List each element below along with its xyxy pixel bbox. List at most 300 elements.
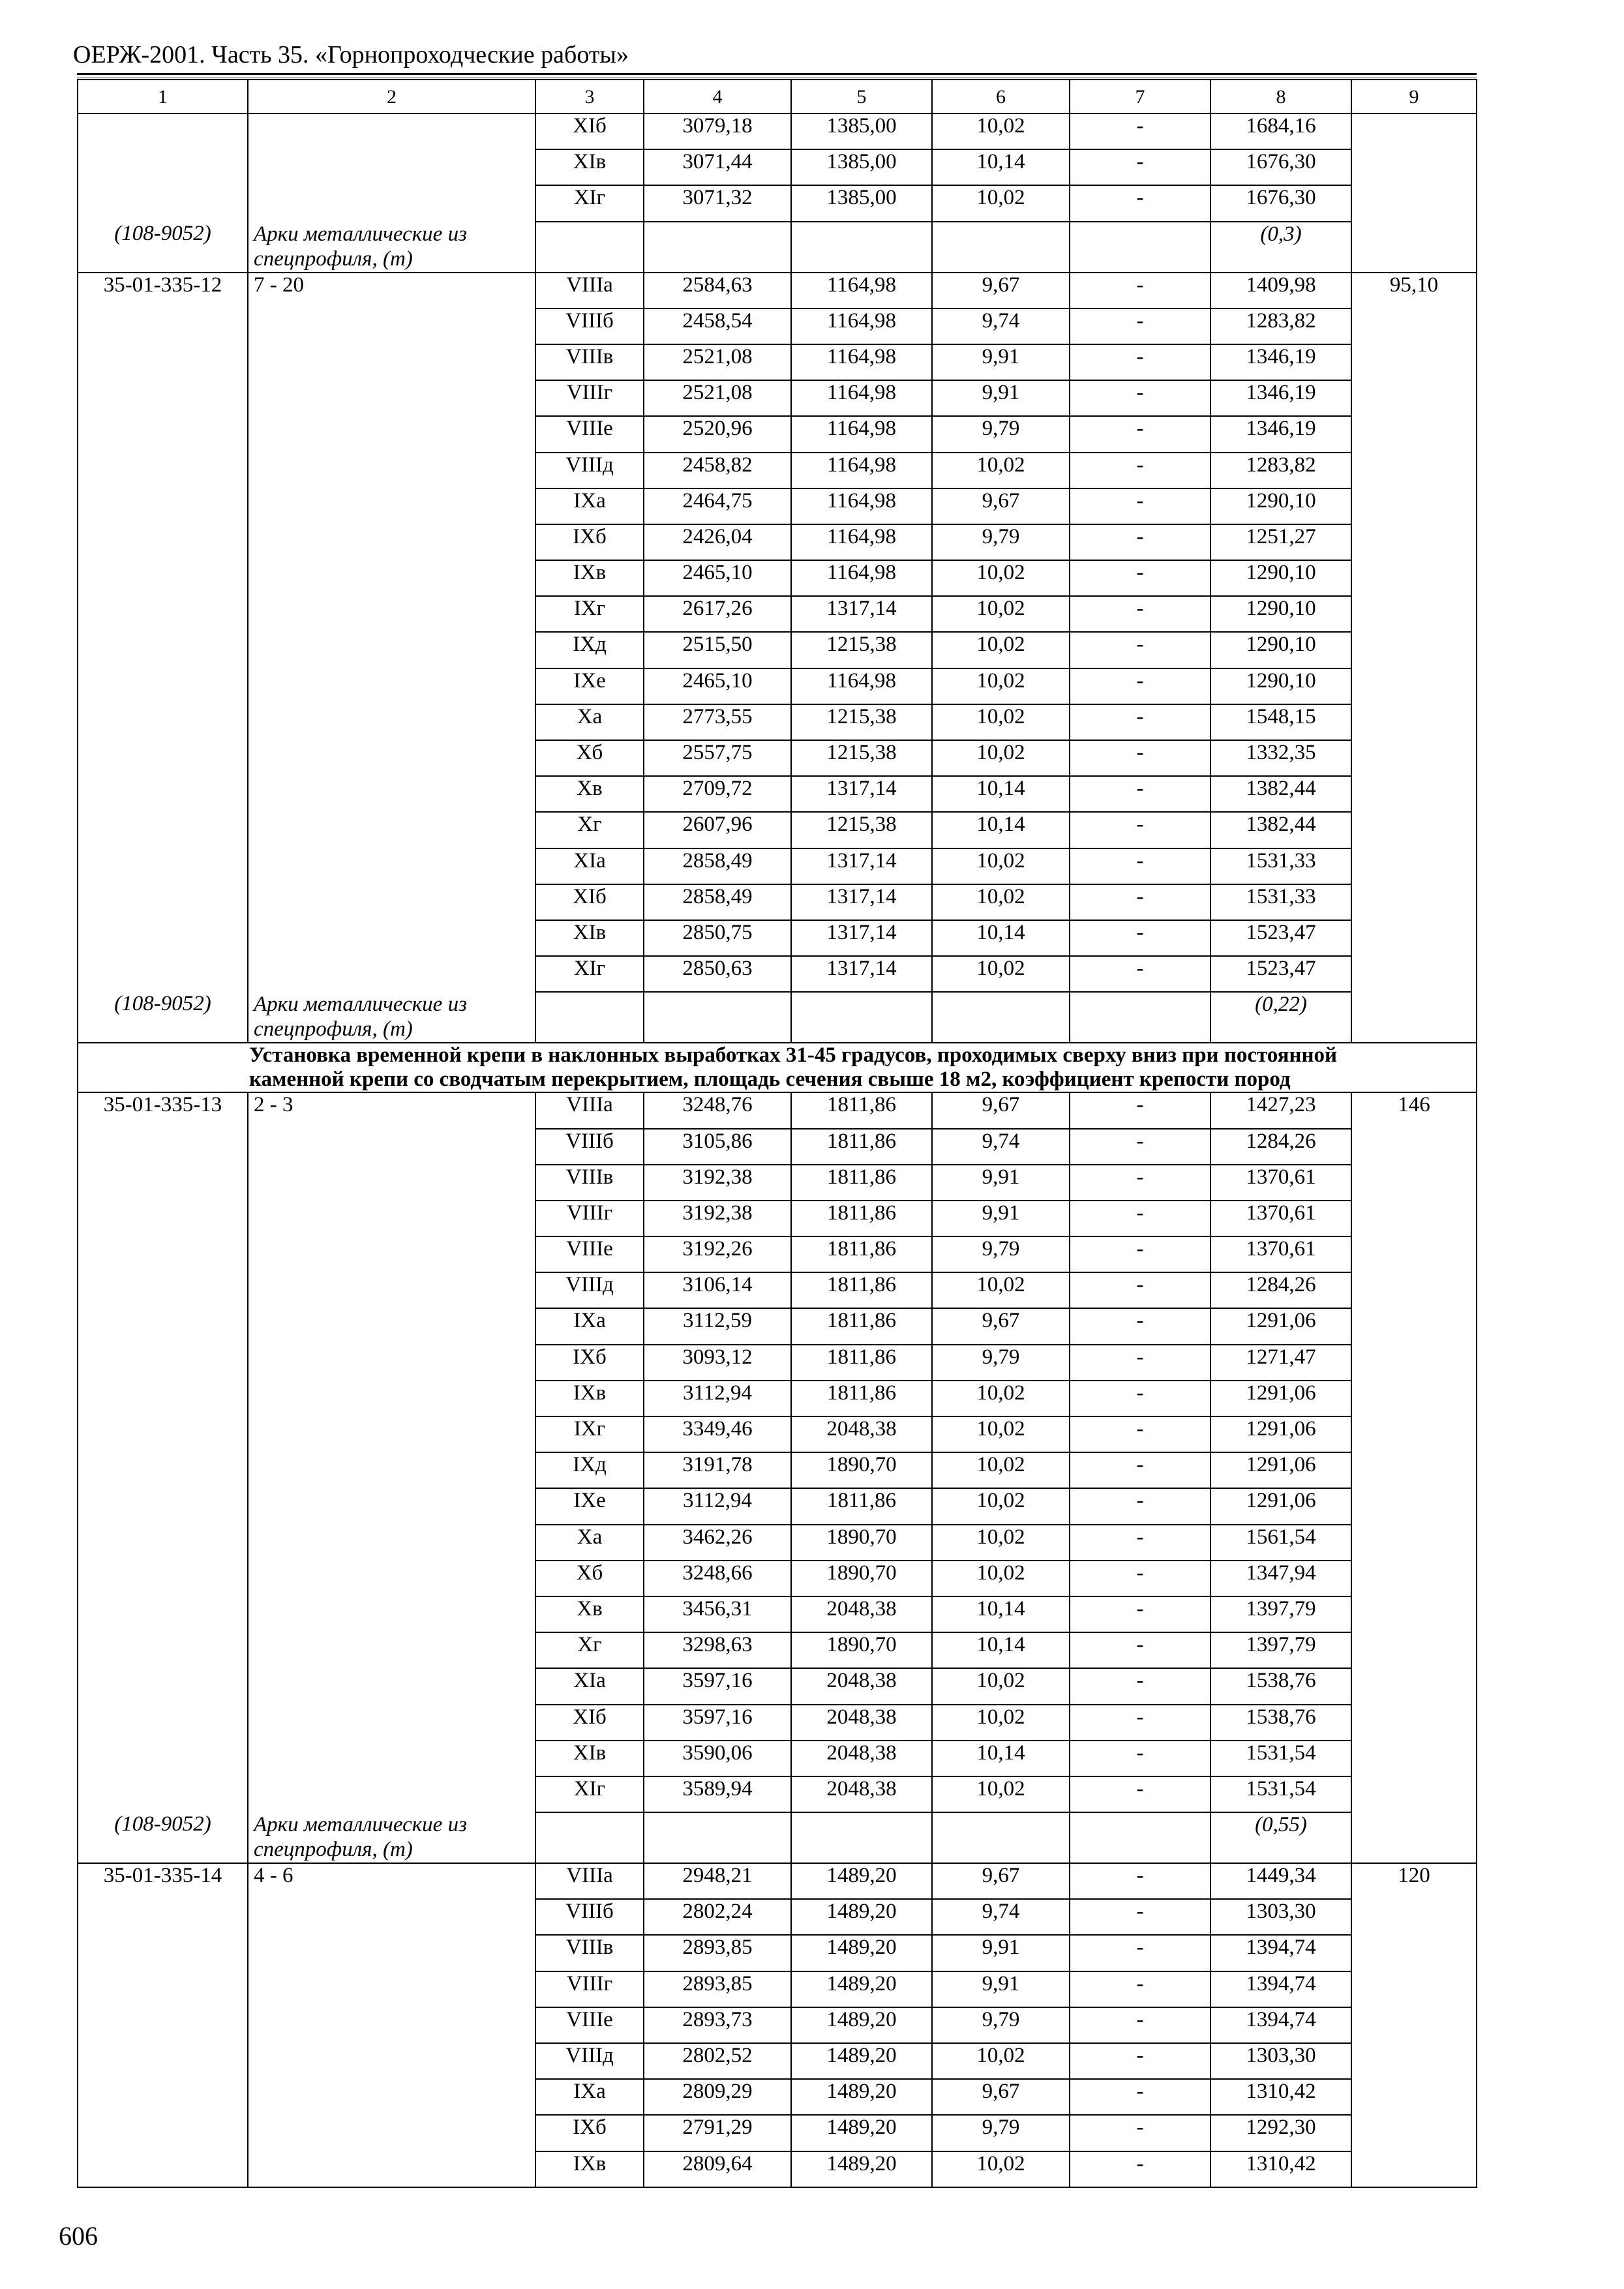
empty-cell <box>78 1596 248 1632</box>
machine-cost: 10,14 <box>932 812 1070 848</box>
machinist-wage: - <box>1070 1345 1210 1381</box>
section-category: IXа <box>535 488 644 524</box>
section-category: XIа <box>535 1668 644 1704</box>
machinist-wage: - <box>1070 273 1210 308</box>
empty-cell <box>78 308 248 344</box>
machine-cost: 9,91 <box>932 1165 1070 1201</box>
machinist-wage: - <box>1070 1776 1210 1812</box>
empty-cell <box>78 632 248 668</box>
machine-cost: 9,91 <box>932 1971 1070 2007</box>
machinist-wage: - <box>1070 848 1210 884</box>
labor-wage: 1811,86 <box>791 1381 932 1416</box>
material-quantity: (0,22) <box>1210 992 1351 1043</box>
empty-cell <box>78 668 248 704</box>
section-category: Xа <box>535 1525 644 1561</box>
machinist-wage: - <box>1070 2115 1210 2151</box>
empty-cell <box>78 1935 248 1971</box>
section-heading: Установка временной крепи в наклонных выработках 31-45 градусов, проходимых сверху вниз при постоянной каменной крепи со сводчатым перекрытием, площадь сечения свыше 18 м2, коэффициент крепости пород <box>78 1043 1477 1092</box>
table-row <box>78 1236 1477 1272</box>
direct-cost: 2465,10 <box>644 668 791 704</box>
empty-cell <box>78 1488 248 1524</box>
empty-cell <box>78 1705 248 1741</box>
direct-cost: 3248,76 <box>644 1092 791 1128</box>
machinist-wage: - <box>1070 1308 1210 1344</box>
empty-cell <box>78 1272 248 1308</box>
machine-cost: 10,02 <box>932 1525 1070 1561</box>
machine-cost: 10,14 <box>932 149 1070 185</box>
empty-cell <box>1351 453 1477 488</box>
machine-cost: 10,02 <box>932 848 1070 884</box>
section-category: XIг <box>535 1776 644 1812</box>
direct-cost: 2617,26 <box>644 596 791 632</box>
machine-cost: 9,74 <box>932 1129 1070 1165</box>
machinist-wage: - <box>1070 113 1210 149</box>
table-row <box>78 1899 1477 1935</box>
empty-cell <box>1351 560 1477 596</box>
machine-cost: 9,79 <box>932 416 1070 452</box>
machine-cost: 10,02 <box>932 113 1070 149</box>
empty-cell <box>535 222 644 273</box>
empty-cell <box>1351 1308 1477 1344</box>
machine-cost: 9,79 <box>932 524 1070 560</box>
empty-cell <box>248 380 535 416</box>
machine-cost: 10,02 <box>932 185 1070 221</box>
empty-cell <box>248 1971 535 2007</box>
empty-cell <box>248 812 535 848</box>
labor-wage: 1489,20 <box>791 1899 932 1935</box>
labor-wage: 1890,70 <box>791 1632 932 1668</box>
machinist-wage: - <box>1070 416 1210 452</box>
machine-cost: 10,02 <box>932 740 1070 776</box>
machine-cost: 10,02 <box>932 1452 1070 1488</box>
material-cost: 1291,06 <box>1210 1381 1351 1416</box>
empty-cell <box>248 560 535 596</box>
labor-wage: 1890,70 <box>791 1525 932 1561</box>
direct-cost: 2458,54 <box>644 308 791 344</box>
section-category: Xг <box>535 812 644 848</box>
page-number: 606 <box>59 2221 98 2251</box>
empty-cell <box>1351 2151 1477 2187</box>
section-category: XIг <box>535 956 644 992</box>
section-category: IXб <box>535 2115 644 2151</box>
material-cost: 1290,10 <box>1210 560 1351 596</box>
empty-cell <box>248 2079 535 2115</box>
empty-cell <box>78 1452 248 1488</box>
table-row <box>78 1561 1477 1596</box>
labor-wage: 1317,14 <box>791 884 932 920</box>
empty-cell <box>248 524 535 560</box>
material-cost: 1382,44 <box>1210 776 1351 812</box>
table-row <box>78 1596 1477 1632</box>
table-row <box>78 776 1477 812</box>
labor-wage: 1317,14 <box>791 776 932 812</box>
labor-wage: 1215,38 <box>791 632 932 668</box>
machinist-wage: - <box>1070 920 1210 956</box>
table-row <box>78 956 1477 992</box>
rock-strength-range <box>248 113 535 149</box>
material-cost: 1290,10 <box>1210 668 1351 704</box>
empty-cell <box>78 1308 248 1344</box>
empty-cell <box>1351 884 1477 920</box>
material-cost: 1303,30 <box>1210 2043 1351 2079</box>
empty-cell <box>1351 596 1477 632</box>
material-row <box>78 222 1477 273</box>
empty-cell <box>78 488 248 524</box>
labor-hours <box>1351 113 1477 149</box>
empty-cell <box>78 776 248 812</box>
table-row <box>78 848 1477 884</box>
section-category: XIв <box>535 1741 644 1776</box>
machinist-wage: - <box>1070 1165 1210 1201</box>
empty-cell <box>78 453 248 488</box>
direct-cost: 3112,94 <box>644 1488 791 1524</box>
empty-cell <box>78 1971 248 2007</box>
material-cost: 1283,82 <box>1210 453 1351 488</box>
rate-code: 35-01-335-13 <box>78 1092 248 1128</box>
empty-cell <box>1351 1776 1477 1812</box>
labor-wage: 1811,86 <box>791 1272 932 1308</box>
table-row <box>78 113 1477 149</box>
section-category: IXб <box>535 1345 644 1381</box>
empty-cell <box>78 1129 248 1165</box>
empty-cell <box>1351 1416 1477 1452</box>
table-row <box>78 884 1477 920</box>
empty-cell <box>1351 1561 1477 1596</box>
material-cost: 1394,74 <box>1210 1971 1351 2007</box>
empty-cell <box>78 2151 248 2187</box>
material-cost: 1394,74 <box>1210 2007 1351 2043</box>
empty-cell <box>1351 704 1477 740</box>
direct-cost: 2858,49 <box>644 848 791 884</box>
empty-cell <box>1351 344 1477 380</box>
section-category: IXв <box>535 2151 644 2187</box>
material-cost: 1290,10 <box>1210 488 1351 524</box>
machinist-wage: - <box>1070 149 1210 185</box>
material-cost: 1538,76 <box>1210 1668 1351 1704</box>
direct-cost: 3590,06 <box>644 1741 791 1776</box>
empty-cell <box>1351 776 1477 812</box>
section-category: IXб <box>535 524 644 560</box>
material-cost: 1531,33 <box>1210 848 1351 884</box>
direct-cost: 3589,94 <box>644 1776 791 1812</box>
section-category: VIIIа <box>535 1863 644 1899</box>
direct-cost: 3105,86 <box>644 1129 791 1165</box>
table-row <box>78 920 1477 956</box>
labor-wage: 1489,20 <box>791 2079 932 2115</box>
material-cost: 1676,30 <box>1210 185 1351 221</box>
column-number-cell: 1 <box>78 80 248 113</box>
rates-table <box>77 79 1477 2188</box>
machine-cost: 9,91 <box>932 344 1070 380</box>
section-category: Xг <box>535 1632 644 1668</box>
machine-cost: 9,67 <box>932 1863 1070 1899</box>
machine-cost: 10,02 <box>932 560 1070 596</box>
machine-cost: 10,02 <box>932 1561 1070 1596</box>
machinist-wage: - <box>1070 704 1210 740</box>
material-cost: 1284,26 <box>1210 1129 1351 1165</box>
empty-cell <box>1351 812 1477 848</box>
rate-code: 35-01-335-14 <box>78 1863 248 1899</box>
machine-cost: 9,67 <box>932 273 1070 308</box>
machine-cost: 9,67 <box>932 1308 1070 1344</box>
direct-cost: 2521,08 <box>644 380 791 416</box>
machine-cost: 10,14 <box>932 1741 1070 1776</box>
table-row <box>78 185 1477 221</box>
table-row <box>78 344 1477 380</box>
machinist-wage: - <box>1070 2151 1210 2187</box>
table-row <box>78 1345 1477 1381</box>
empty-cell <box>1351 1596 1477 1632</box>
machinist-wage: - <box>1070 596 1210 632</box>
material-code: (108-9052) <box>78 1812 248 1863</box>
empty-cell <box>932 992 1070 1043</box>
labor-wage: 2048,38 <box>791 1705 932 1741</box>
empty-cell <box>78 884 248 920</box>
table-row <box>78 2115 1477 2151</box>
section-category: XIб <box>535 1705 644 1741</box>
empty-cell <box>248 1705 535 1741</box>
machinist-wage: - <box>1070 1525 1210 1561</box>
direct-cost: 2802,24 <box>644 1899 791 1935</box>
table-row <box>78 1668 1477 1704</box>
labor-wage: 1385,00 <box>791 185 932 221</box>
empty-cell <box>248 596 535 632</box>
machinist-wage: - <box>1070 1899 1210 1935</box>
direct-cost: 3456,31 <box>644 1596 791 1632</box>
direct-cost: 3071,44 <box>644 149 791 185</box>
empty-cell <box>1351 1381 1477 1416</box>
material-quantity: (0,55) <box>1210 1812 1351 1863</box>
empty-cell <box>78 1899 248 1935</box>
machinist-wage: - <box>1070 524 1210 560</box>
direct-cost: 2426,04 <box>644 524 791 560</box>
empty-cell <box>1351 1705 1477 1741</box>
table-row <box>78 1165 1477 1201</box>
empty-cell <box>78 1525 248 1561</box>
machinist-wage: - <box>1070 308 1210 344</box>
machinist-wage: - <box>1070 956 1210 992</box>
machine-cost: 9,91 <box>932 1201 1070 1236</box>
labor-hours: 146 <box>1351 1092 1477 1128</box>
material-cost: 1548,15 <box>1210 704 1351 740</box>
page-header-title: ОЕРЖ-2001. Часть 35. «Горнопроходческие работы» <box>73 41 629 68</box>
labor-wage: 2048,38 <box>791 1668 932 1704</box>
machine-cost: 10,02 <box>932 1776 1070 1812</box>
machinist-wage: - <box>1070 1416 1210 1452</box>
empty-cell <box>78 812 248 848</box>
empty-cell <box>248 2043 535 2079</box>
empty-cell <box>78 149 248 185</box>
direct-cost: 2809,29 <box>644 2079 791 2115</box>
table-row <box>78 1705 1477 1741</box>
empty-cell <box>1351 185 1477 221</box>
empty-cell <box>248 1632 535 1668</box>
empty-cell <box>78 344 248 380</box>
material-cost: 1292,30 <box>1210 2115 1351 2151</box>
labor-wage: 1164,98 <box>791 416 932 452</box>
empty-cell <box>248 1345 535 1381</box>
empty-cell <box>248 2115 535 2151</box>
direct-cost: 3462,26 <box>644 1525 791 1561</box>
empty-cell <box>78 2079 248 2115</box>
empty-cell <box>248 344 535 380</box>
column-number-cell: 7 <box>1070 80 1210 113</box>
table-row <box>78 1201 1477 1236</box>
labor-wage: 1164,98 <box>791 524 932 560</box>
empty-cell <box>1351 1971 1477 2007</box>
empty-cell <box>248 1596 535 1632</box>
empty-cell <box>1351 1899 1477 1935</box>
table-row <box>78 1308 1477 1344</box>
machine-cost: 10,14 <box>932 1632 1070 1668</box>
labor-wage: 1890,70 <box>791 1561 932 1596</box>
empty-cell <box>1351 2007 1477 2043</box>
direct-cost: 2465,10 <box>644 560 791 596</box>
empty-cell <box>248 668 535 704</box>
empty-cell <box>932 1812 1070 1863</box>
section-category: Xв <box>535 1596 644 1632</box>
material-cost: 1684,16 <box>1210 113 1351 149</box>
empty-cell <box>1351 1236 1477 1272</box>
machine-cost: 10,02 <box>932 956 1070 992</box>
machinist-wage: - <box>1070 740 1210 776</box>
material-cost: 1283,82 <box>1210 308 1351 344</box>
machinist-wage: - <box>1070 884 1210 920</box>
labor-wage: 1489,20 <box>791 1935 932 1971</box>
table-row <box>78 812 1477 848</box>
table-row <box>78 560 1477 596</box>
direct-cost: 2802,52 <box>644 2043 791 2079</box>
table-row <box>78 1741 1477 1776</box>
machine-cost: 10,02 <box>932 1416 1070 1452</box>
labor-wage: 1164,98 <box>791 273 932 308</box>
empty-cell <box>248 1308 535 1344</box>
machinist-wage: - <box>1070 776 1210 812</box>
empty-cell <box>248 1561 535 1596</box>
empty-cell <box>248 740 535 776</box>
material-row <box>78 1812 1477 1863</box>
table-row <box>78 1935 1477 1971</box>
direct-cost: 2791,29 <box>644 2115 791 2151</box>
machine-cost: 10,14 <box>932 1596 1070 1632</box>
machinist-wage: - <box>1070 1452 1210 1488</box>
empty-cell <box>78 1345 248 1381</box>
labor-wage: 2048,38 <box>791 1596 932 1632</box>
section-category: IXв <box>535 1381 644 1416</box>
machine-cost: 9,67 <box>932 2079 1070 2115</box>
table-row <box>78 2079 1477 2115</box>
empty-cell <box>78 1416 248 1452</box>
rate-code: 35-01-335-12 <box>78 273 248 308</box>
material-cost: 1394,74 <box>1210 1935 1351 1971</box>
machinist-wage: - <box>1070 1632 1210 1668</box>
table-row <box>78 668 1477 704</box>
direct-cost: 3093,12 <box>644 1345 791 1381</box>
material-cost: 1561,54 <box>1210 1525 1351 1561</box>
direct-cost: 2464,75 <box>644 488 791 524</box>
empty-cell <box>78 1632 248 1668</box>
section-category: VIIIд <box>535 2043 644 2079</box>
machine-cost: 10,02 <box>932 704 1070 740</box>
empty-cell <box>78 1236 248 1272</box>
machine-cost: 10,02 <box>932 668 1070 704</box>
empty-cell <box>1351 1165 1477 1201</box>
machinist-wage: - <box>1070 1381 1210 1416</box>
machinist-wage: - <box>1070 2079 1210 2115</box>
table-row <box>78 1525 1477 1561</box>
direct-cost: 3248,66 <box>644 1561 791 1596</box>
empty-cell <box>1351 920 1477 956</box>
section-category: VIIIв <box>535 1165 644 1201</box>
direct-cost: 3597,16 <box>644 1705 791 1741</box>
material-cost: 1291,06 <box>1210 1452 1351 1488</box>
machine-cost: 10,02 <box>932 1705 1070 1741</box>
material-cost: 1310,42 <box>1210 2151 1351 2187</box>
empty-cell <box>644 992 791 1043</box>
direct-cost: 2520,96 <box>644 416 791 452</box>
machine-cost: 10,02 <box>932 632 1070 668</box>
labor-wage: 1489,20 <box>791 2007 932 2043</box>
empty-cell <box>1351 1488 1477 1524</box>
column-number-row <box>78 80 1477 113</box>
machinist-wage: - <box>1070 1488 1210 1524</box>
machinist-wage: - <box>1070 380 1210 416</box>
direct-cost: 3192,26 <box>644 1236 791 1272</box>
machine-cost: 9,67 <box>932 1092 1070 1128</box>
labor-wage: 2048,38 <box>791 1741 932 1776</box>
empty-cell <box>248 1668 535 1704</box>
empty-cell <box>1351 524 1477 560</box>
labor-wage: 1385,00 <box>791 113 932 149</box>
empty-cell <box>1351 956 1477 992</box>
column-number-cell: 3 <box>535 80 644 113</box>
empty-cell <box>78 185 248 221</box>
empty-cell <box>1351 149 1477 185</box>
direct-cost: 2893,85 <box>644 1971 791 2007</box>
labor-wage: 1164,98 <box>791 488 932 524</box>
empty-cell <box>248 1935 535 1971</box>
material-cost: 1290,10 <box>1210 632 1351 668</box>
labor-wage: 1164,98 <box>791 668 932 704</box>
material-cost: 1538,76 <box>1210 1705 1351 1741</box>
labor-wage: 1811,86 <box>791 1129 932 1165</box>
machinist-wage: - <box>1070 1561 1210 1596</box>
material-cost: 1290,10 <box>1210 596 1351 632</box>
empty-cell <box>78 740 248 776</box>
column-number-cell: 9 <box>1351 80 1477 113</box>
machine-cost: 10,02 <box>932 453 1070 488</box>
machine-cost: 10,02 <box>932 1272 1070 1308</box>
machinist-wage: - <box>1070 632 1210 668</box>
empty-cell <box>1351 2079 1477 2115</box>
section-category: VIIIг <box>535 1201 644 1236</box>
section-category: IXе <box>535 1488 644 1524</box>
material-cost: 1271,47 <box>1210 1345 1351 1381</box>
empty-cell <box>1351 992 1477 1043</box>
section-category: VIIIг <box>535 380 644 416</box>
labor-wage: 1385,00 <box>791 149 932 185</box>
table-row <box>78 1971 1477 2007</box>
empty-cell <box>248 956 535 992</box>
section-category: VIIIв <box>535 344 644 380</box>
material-cost: 1427,23 <box>1210 1092 1351 1128</box>
empty-cell <box>78 560 248 596</box>
empty-cell <box>248 1741 535 1776</box>
empty-cell <box>1351 2043 1477 2079</box>
empty-cell <box>78 1561 248 1596</box>
section-category: Xб <box>535 1561 644 1596</box>
machine-cost: 10,14 <box>932 920 1070 956</box>
